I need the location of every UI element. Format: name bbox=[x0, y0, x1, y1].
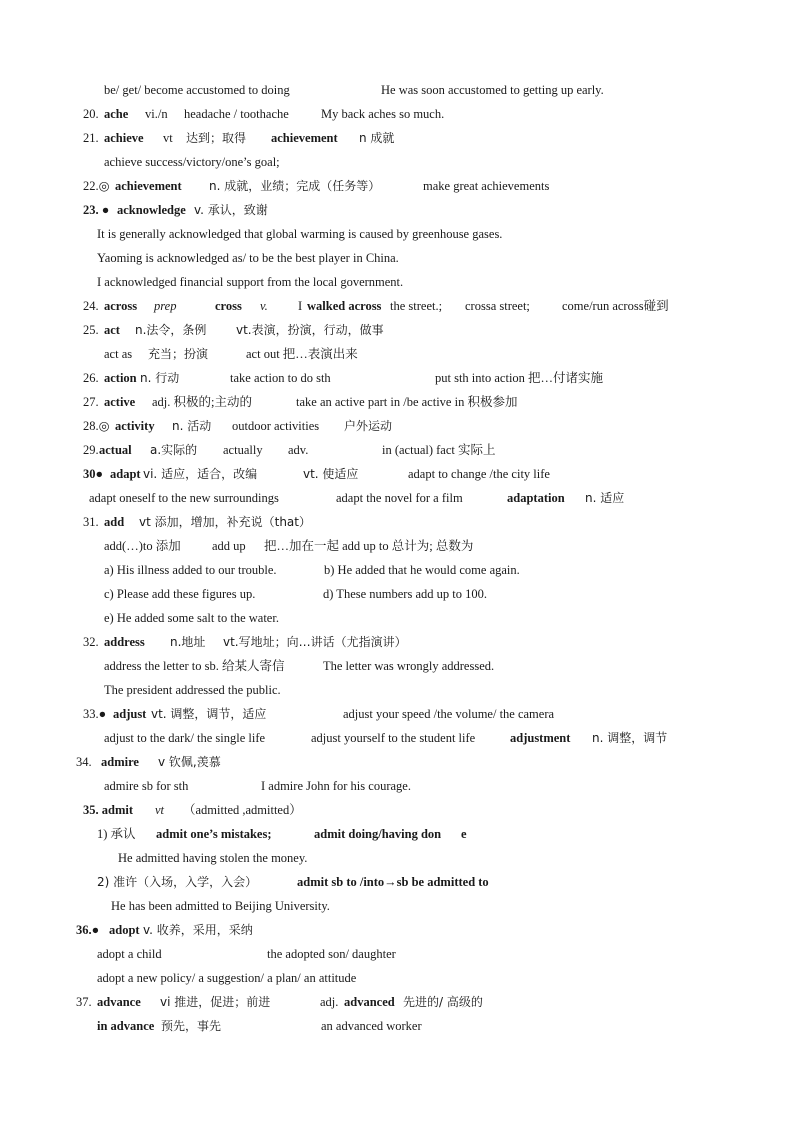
part-of-speech: prep bbox=[154, 299, 177, 313]
related-word: advanced bbox=[344, 995, 395, 1009]
headword: activity bbox=[115, 419, 155, 433]
entry-number: 29. bbox=[83, 443, 99, 457]
entry-number: 22.◎ bbox=[83, 179, 110, 193]
phrase-text: adapt oneself to the new surroundings bbox=[89, 491, 279, 505]
definition: n.地址 bbox=[170, 635, 206, 649]
definition: 户外运动 bbox=[344, 419, 393, 433]
phrase-bold: admit doing/having don bbox=[314, 827, 442, 841]
example-text: I acknowledged financial support from the local government. bbox=[97, 275, 404, 289]
entry-number: 20. bbox=[83, 107, 99, 121]
phrase-text: adopt a child bbox=[97, 947, 162, 961]
headword: active bbox=[104, 395, 136, 409]
phrase-text: in (actual) fact 实际上 bbox=[382, 443, 496, 457]
headword: achievement bbox=[115, 179, 182, 193]
entry-number: 37. bbox=[76, 995, 92, 1009]
phrase-text: adjust to the dark/ the single life bbox=[104, 731, 266, 745]
entry-number: 26. bbox=[83, 371, 99, 385]
definition: n. 适应 bbox=[585, 491, 625, 505]
phrase-text: act as bbox=[104, 347, 133, 361]
entry-number: 34. bbox=[76, 755, 92, 769]
phrase-text: achieve success/victory/one’s goal; bbox=[104, 155, 280, 169]
headword: add bbox=[104, 515, 125, 529]
entry-number: 32. bbox=[83, 635, 99, 649]
example-text: b) He added that he would come again. bbox=[324, 563, 520, 577]
example-text: I bbox=[298, 299, 303, 313]
example-text: The president addressed the public. bbox=[104, 683, 281, 697]
headword: actual bbox=[99, 443, 132, 457]
phrase-text: an advanced worker bbox=[321, 1019, 422, 1033]
headword: adapt bbox=[110, 467, 141, 481]
definition: adj. 积极的;主动的 bbox=[152, 395, 252, 409]
phrase-text: be/ get/ become accustomed to doing bbox=[104, 83, 290, 97]
definition: 达到；取得 bbox=[186, 131, 247, 145]
entry-number: 31. bbox=[83, 515, 99, 529]
verb-forms: （admitted ,admitted） bbox=[183, 803, 302, 817]
example-text: e) He added some salt to the water. bbox=[104, 611, 279, 625]
entry-number: 23. ● bbox=[83, 203, 110, 217]
entry-number: 21. bbox=[83, 131, 99, 145]
part-of-speech: vt bbox=[155, 803, 165, 817]
definition: vt.表演，扮演，行动，做事 bbox=[236, 323, 384, 337]
definition: a.实际的 bbox=[150, 443, 198, 457]
phrase-text: adapt the novel for a film bbox=[336, 491, 463, 505]
definition: v. 收养，采用，采纳 bbox=[143, 923, 253, 937]
part-of-speech: vt bbox=[163, 131, 173, 145]
entry-number: 27. bbox=[83, 395, 99, 409]
phrase-text: put sth into action 把…付诸实施 bbox=[435, 371, 604, 385]
headword: adopt bbox=[109, 923, 140, 937]
entry-number: 30● bbox=[83, 467, 104, 481]
definition: n. 行动 bbox=[140, 371, 180, 385]
headword: advance bbox=[97, 995, 141, 1009]
sense-label: 2) 准许（入场，入学，入会） bbox=[97, 875, 258, 889]
phrase-text: adjust yourself to the student life bbox=[311, 731, 476, 745]
phrase-bold: admit one’s mistakes; bbox=[156, 827, 272, 841]
entry-number: 33.● bbox=[83, 707, 107, 721]
phrase-text: act out 把…表演出来 bbox=[246, 347, 358, 361]
definition: vt. 调整，调节，适应 bbox=[151, 707, 267, 721]
headword: admire bbox=[101, 755, 139, 769]
phrase-text: headache / toothache bbox=[184, 107, 289, 121]
definition: v 钦佩,羡慕 bbox=[158, 755, 221, 769]
example-text: He has been admitted to Beijing University. bbox=[111, 899, 330, 913]
phrase-bold: admit sb to /into→sb be admitted to bbox=[297, 875, 489, 889]
headword: achieve bbox=[104, 131, 144, 145]
phrase-text: add(…)to 添加 bbox=[104, 539, 181, 553]
related-word: actually bbox=[223, 443, 263, 457]
phrase-text: the adopted son/ daughter bbox=[267, 947, 396, 961]
definition: n. 成就，业绩；完成（任务等） bbox=[209, 179, 381, 193]
related-word: achievement bbox=[271, 131, 338, 145]
phrase-text: outdoor activities bbox=[232, 419, 320, 433]
phrase-text: adopt a new policy/ a suggestion/ a plan/ an attitude bbox=[97, 971, 357, 985]
headword: action bbox=[104, 371, 137, 385]
phrase-text: adjust your speed /the volume/ the camera bbox=[343, 707, 555, 721]
headword: act bbox=[104, 323, 120, 337]
example-text: d) These numbers add up to 100. bbox=[323, 587, 487, 601]
definition: 充当；扮演 bbox=[148, 347, 209, 361]
definition: 先进的/ 高级的 bbox=[403, 995, 483, 1009]
phrase-text: come/run across碰到 bbox=[562, 299, 669, 313]
phrase-text: admire sb for sth bbox=[104, 779, 189, 793]
definition: 预先，事先 bbox=[161, 1019, 222, 1033]
phrase-text: 把…加在一起 add up to 总计为; 总数为 bbox=[264, 539, 474, 553]
phrase-text: crossa street; bbox=[465, 299, 530, 313]
phrase-text: address the letter to sb. 给某人寄信 bbox=[104, 659, 285, 673]
headword: acknowledge bbox=[117, 203, 186, 217]
headword: address bbox=[104, 635, 145, 649]
sense-label: 1) 承认 bbox=[97, 827, 136, 841]
part-of-speech: adv. bbox=[288, 443, 309, 457]
part-of-speech: vi./n bbox=[145, 107, 168, 121]
headword: across bbox=[104, 299, 138, 313]
part-of-speech: adj. bbox=[320, 995, 339, 1009]
entry-number: 28.◎ bbox=[83, 419, 110, 433]
definition: vt 添加，增加，补充说（that） bbox=[139, 515, 311, 529]
phrase-text: make great achievements bbox=[423, 179, 550, 193]
phrase-text: add up bbox=[212, 539, 246, 553]
definition: v. 承认，致谢 bbox=[194, 203, 268, 217]
entry-number: 36.● bbox=[76, 923, 100, 937]
phrase-bold: e bbox=[461, 827, 467, 841]
definition: n. 活动 bbox=[172, 419, 212, 433]
example-text: Yaoming is acknowledged as/ to be the best player in China. bbox=[97, 251, 399, 265]
example-text: The letter was wrongly addressed. bbox=[323, 659, 495, 673]
definition: vt.写地址；向…讲话（尤指演讲） bbox=[223, 635, 407, 649]
headword: ache bbox=[104, 107, 129, 121]
example-text: a) His illness added to our trouble. bbox=[104, 563, 277, 577]
definition: n.法令，条例 bbox=[135, 323, 207, 337]
related-word: adjustment bbox=[510, 731, 571, 745]
phrase-text: take an active part in /be active in 积极参加 bbox=[296, 395, 518, 409]
phrase-bold: in advance bbox=[97, 1019, 155, 1033]
definition: vi. 适应，适合，改编 bbox=[143, 467, 258, 481]
headword: adjust bbox=[113, 707, 147, 721]
example-text: It is generally acknowledged that global warming is caused by greenhouse gases. bbox=[97, 227, 503, 241]
definition: n. 调整，调节 bbox=[592, 731, 668, 745]
related-word: cross bbox=[215, 299, 242, 313]
example-text: He admitted having stolen the money. bbox=[118, 851, 308, 865]
entry-number: 25. bbox=[83, 323, 99, 337]
definition: n 成就 bbox=[359, 131, 395, 145]
example-text: He was soon accustomed to getting up early. bbox=[381, 83, 604, 97]
example-text: c) Please add these figures up. bbox=[104, 587, 256, 601]
headword: 35. admit bbox=[83, 803, 133, 817]
example-text: the street.; bbox=[390, 299, 443, 313]
part-of-speech: v. bbox=[260, 299, 268, 313]
phrase-bold: walked across bbox=[307, 299, 382, 313]
related-word: adaptation bbox=[507, 491, 565, 505]
definition: vi 推进，促进；前进 bbox=[160, 995, 271, 1009]
phrase-text: take action to do sth bbox=[230, 371, 331, 385]
entry-number: 24. bbox=[83, 299, 99, 313]
definition: vt. 使适应 bbox=[303, 467, 359, 481]
phrase-text: adapt to change /the city life bbox=[408, 467, 550, 481]
example-text: My back aches so much. bbox=[321, 107, 445, 121]
example-text: I admire John for his courage. bbox=[261, 779, 411, 793]
